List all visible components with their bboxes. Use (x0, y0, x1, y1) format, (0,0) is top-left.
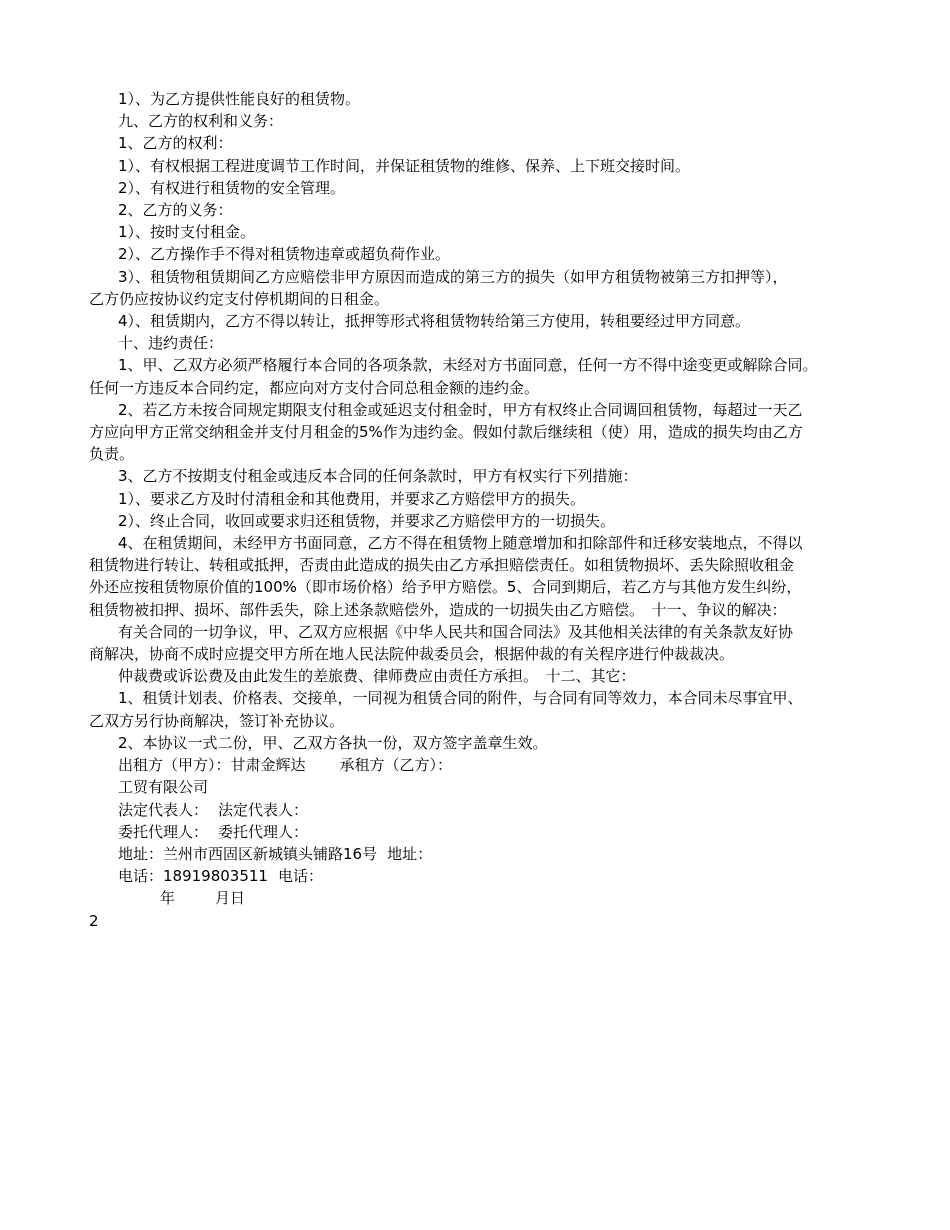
contract-body (89, 88, 874, 932)
contract-clauses (89, 88, 874, 754)
lessor-phone: 电话：18919803511 (118, 867, 268, 886)
clause-line: 2、本协议一式二份，甲、乙双方各执一份，双方签字盖章生效。 (118, 733, 548, 752)
clause-line: 十、违约责任： (118, 334, 224, 353)
address-line (89, 843, 874, 865)
year-label: 年 (160, 889, 176, 908)
lessee-legal-rep-label: 法定代表人： (218, 800, 309, 819)
clause-line: 3）、租赁物租赁期间乙方应赔偿非甲方原因而造成的第三方的损失（如甲方租赁物被第三方扣押等）， (118, 267, 788, 286)
lessee-agent-label: 委托代理人： (218, 822, 309, 841)
clause-line: 2）、乙方操作手不得对租赁物违章或超负荷作业。 (118, 245, 451, 264)
clause-line: 1）、有权根据工程进度调节工作时间，并保证租赁物的维修、保养、上下班交接时间。 (118, 156, 691, 175)
phone-line (89, 865, 874, 887)
lessor-company-continuation: 工贸有限公司 (118, 778, 209, 797)
clause-continuation-line: 商解决，协商不成时应提交甲方所在地人民法院仲裁委员会，根据仲裁的有关程序进行仲裁裁决。 (89, 645, 735, 664)
page-number: 2 (89, 911, 99, 930)
clause-line: 1）、按时支付租金。 (118, 223, 256, 242)
clause-line: 九、乙方的权利和义务： (118, 112, 284, 131)
clause-line: 仲裁费或诉讼费及由此发生的差旅费、律师费应由责任方承担。 十二、其它： (118, 667, 636, 686)
clause-line: 1）、为乙方提供性能良好的租赁物。 (118, 90, 361, 108)
clause-line: 2、若乙方未按合同规定期限支付租金或延迟支付租金时，甲方有权终止合同调回租赁物，每超过一天乙 (118, 400, 803, 419)
clause-line: 2）、终止合同，收回或要求归还租赁物，并要求乙方赔偿甲方的一切损失。 (118, 511, 616, 530)
clause-line: 1、甲、乙双方必须严格履行本合同的各项条款，未经对方书面同意，任何一方不得中途变更或解除合同。 (118, 356, 818, 375)
clause-line: 2）、有权进行租赁物的安全管理。 (118, 178, 346, 197)
signature-party-line (89, 754, 874, 776)
clause-continuation-line: 任何一方违反本合同约定，都应向对方支付合同总租金额的违约金。 (89, 378, 540, 397)
clause-line: 1）、要求乙方及时付清租金和其他费用，并要求乙方赔偿甲方的损失。 (118, 489, 586, 508)
lessee-address-label: 地址： (387, 844, 433, 863)
lessee-label: 承租方（乙方）： (339, 756, 453, 775)
clause-continuation-line: 外还应按租赁物原价值的100%（即市场价格）给予甲方赔偿。5、合同到期后，若乙方与其他方发生纠纷， (89, 578, 802, 597)
agent-line (89, 821, 874, 843)
clause-continuation-line: 方应向甲方正常交纳租金并支付月租金的5%作为违约金。假如付款后继续租（使）用，造成的损失均由乙方 (89, 423, 803, 442)
clause-line: 4）、租赁期内，乙方不得以转让，抵押等形式将租赁物转给第三方使用，转租要经过甲方同意。 (118, 312, 751, 331)
lessor-agent-label: 委托代理人： (118, 822, 209, 841)
clause-line: 有关合同的一切争议，甲、乙双方应根据《中华人民共和国合同法》及其他相关法律的有关条款友好协 (118, 622, 794, 641)
clause-line: 1、租赁计划表、价格表、交接单，一同视为租赁合同的附件，与合同有同等效力，本合同未尽事宜甲、 (118, 689, 803, 708)
clause-continuation-line: 租赁物被扣押、损坏、部件丢失，除上述条款赔偿外，造成的一切损失由乙方赔偿。 十一、争议的解决： (89, 600, 787, 619)
clause-continuation-line: 负责。 (89, 445, 135, 464)
clause-line: 1、乙方的权利： (118, 134, 233, 153)
lessor-label: 出租方（甲方）：甘肃金辉达 (118, 756, 306, 775)
clause-continuation-line: 租赁物进行转让、转租或抵押，否责由此造成的损失由乙方承担赔偿责任。如租赁物损坏、丢失除照收租金 (89, 556, 795, 575)
date-line (89, 887, 874, 909)
clause-continuation-line: 乙方仍应按协议约定支付停机期间的日租金。 (89, 289, 390, 308)
lessor-legal-rep-label: 法定代表人： (118, 800, 209, 819)
legal-representative-line (89, 799, 874, 821)
month-day-label: 月日 (215, 889, 246, 908)
clause-continuation-line: 乙双方另行协商解决，签订补充协议。 (89, 711, 345, 730)
lessee-phone-label: 电话： (277, 867, 323, 886)
clause-line: 4、在租赁期间，未经甲方书面同意，乙方不得在租赁物上随意增加和扣除部件和迁移安装地点，不得以 (118, 534, 803, 553)
clause-line: 3、乙方不按期支付租金或违反本合同的任何条款时，甲方有权实行下列措施： (118, 467, 638, 486)
lessor-address: 地址：兰州市西固区新城镇头铺路16号 (118, 844, 378, 863)
signature-block (89, 754, 874, 909)
clause-line: 2、乙方的义务： (118, 201, 233, 220)
